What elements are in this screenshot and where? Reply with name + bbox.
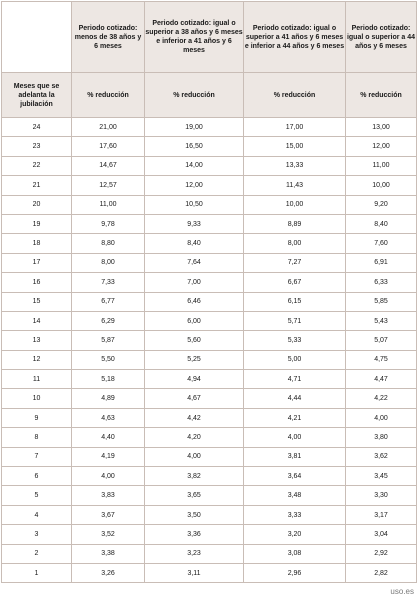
months-cell: 18: [2, 234, 72, 253]
months-cell: 5: [2, 486, 72, 505]
reduction-cell: 2,82: [346, 563, 417, 582]
reduction-cell: 8,40: [145, 234, 244, 253]
reduction-cell: 4,22: [346, 389, 417, 408]
reduction-cell: 11,00: [72, 195, 145, 214]
reduction-cell: 5,18: [72, 370, 145, 389]
reduction-cell: 3,36: [145, 525, 244, 544]
reduction-cell: 6,91: [346, 253, 417, 272]
reduction-cell: 11,43: [244, 176, 346, 195]
reduction-cell: 8,80: [72, 234, 145, 253]
period-header-1: Periodo cotizado: menos de 38 años y 6 meses: [72, 2, 145, 73]
reduction-cell: 8,89: [244, 214, 346, 233]
reduction-cell: 5,71: [244, 311, 346, 330]
reduction-cell: 6,46: [145, 292, 244, 311]
table-row: [2, 408, 417, 427]
reduction-cell: 16,50: [145, 137, 244, 156]
reduction-cell: 4,00: [145, 447, 244, 466]
table-row: [2, 544, 417, 563]
reduction-cell: 4,63: [72, 408, 145, 427]
reduction-cell: 6,29: [72, 311, 145, 330]
reduction-cell: 3,23: [145, 544, 244, 563]
reduction-cell: 3,50: [145, 505, 244, 524]
reduction-cell: 6,15: [244, 292, 346, 311]
reduction-cell: 6,33: [346, 273, 417, 292]
reduction-cell: 3,67: [72, 505, 145, 524]
reduction-cell: 3,81: [244, 447, 346, 466]
months-cell: 6: [2, 467, 72, 486]
months-cell: 19: [2, 214, 72, 233]
reduction-cell: 9,78: [72, 214, 145, 233]
table-row: [2, 156, 417, 175]
table-row: [2, 389, 417, 408]
reduction-cell: 4,42: [145, 408, 244, 427]
corner-cell: [2, 2, 72, 73]
reduction-cell: 5,85: [346, 292, 417, 311]
reduction-cell: 11,00: [346, 156, 417, 175]
reduction-cell: 3,17: [346, 505, 417, 524]
table-row: [2, 214, 417, 233]
reduction-cell: 4,00: [346, 408, 417, 427]
reduction-cell: 9,33: [145, 214, 244, 233]
months-header: Meses que se adelanta la jubilación: [2, 73, 72, 118]
reduction-cell: 8,00: [244, 234, 346, 253]
reduction-cell: 3,62: [346, 447, 417, 466]
months-cell: 12: [2, 350, 72, 369]
period-header-3: Periodo cotizado: igual o superior a 41 años y 6 meses e inferior a 44 años y 6 meses: [244, 2, 346, 73]
reduction-cell: 3,48: [244, 486, 346, 505]
reduction-cell: 4,00: [244, 428, 346, 447]
table-row: [2, 118, 417, 137]
reduction-cell: 4,40: [72, 428, 145, 447]
reduction-cell: 4,94: [145, 370, 244, 389]
table-row: [2, 311, 417, 330]
table-row: [2, 292, 417, 311]
reduction-cell: 3,30: [346, 486, 417, 505]
watermark: uso.es: [390, 587, 414, 596]
reduction-cell: 5,43: [346, 311, 417, 330]
reduction-cell: 21,00: [72, 118, 145, 137]
months-cell: 2: [2, 544, 72, 563]
months-cell: 15: [2, 292, 72, 311]
months-cell: 24: [2, 118, 72, 137]
reduction-cell: 4,44: [244, 389, 346, 408]
reduction-cell: 5,33: [244, 331, 346, 350]
reduction-cell: 3,52: [72, 525, 145, 544]
table-row: [2, 525, 417, 544]
table-row: [2, 176, 417, 195]
months-cell: 22: [2, 156, 72, 175]
table-body: [2, 118, 417, 583]
reduction-cell: 3,11: [145, 563, 244, 582]
reduction-header-4: % reducción: [346, 73, 417, 118]
table-row: [2, 447, 417, 466]
table-row: [2, 486, 417, 505]
reduction-cell: 14,00: [145, 156, 244, 175]
months-cell: 4: [2, 505, 72, 524]
reduction-cell: 13,33: [244, 156, 346, 175]
reduction-cell: 5,00: [244, 350, 346, 369]
period-header-2: Periodo cotizado: igual o superior a 38 años y 6 meses e inferior a 41 años y 6 meses: [145, 2, 244, 73]
months-cell: 17: [2, 253, 72, 272]
reduction-cell: 4,47: [346, 370, 417, 389]
months-cell: 9: [2, 408, 72, 427]
reduction-cell: 3,45: [346, 467, 417, 486]
table-row: [2, 234, 417, 253]
reduction-cell: 4,20: [145, 428, 244, 447]
reduction-cell: 17,60: [72, 137, 145, 156]
reduction-header-2: % reducción: [145, 73, 244, 118]
table-row: [2, 370, 417, 389]
reduction-cell: 10,00: [346, 176, 417, 195]
table-row: [2, 331, 417, 350]
reduction-cell: 14,67: [72, 156, 145, 175]
reduction-cell: 4,89: [72, 389, 145, 408]
months-cell: 14: [2, 311, 72, 330]
months-cell: 1: [2, 563, 72, 582]
table-row: [2, 563, 417, 582]
reduction-cell: 5,07: [346, 331, 417, 350]
table-row: [2, 137, 417, 156]
reduction-cell: 3,33: [244, 505, 346, 524]
table-row: [2, 350, 417, 369]
reduction-cell: 6,67: [244, 273, 346, 292]
months-cell: 21: [2, 176, 72, 195]
period-header-row: [2, 2, 417, 73]
reduction-cell: 4,21: [244, 408, 346, 427]
reduction-cell: 4,75: [346, 350, 417, 369]
reduction-cell: 3,38: [72, 544, 145, 563]
reduction-cell: 3,08: [244, 544, 346, 563]
table-row: [2, 273, 417, 292]
reduction-cell: 13,00: [346, 118, 417, 137]
table-row: [2, 428, 417, 447]
reduction-cell: 8,40: [346, 214, 417, 233]
reduction-cell: 3,80: [346, 428, 417, 447]
reduction-cell: 12,00: [145, 176, 244, 195]
reduction-cell: 3,26: [72, 563, 145, 582]
reduction-cell: 3,20: [244, 525, 346, 544]
reduction-cell: 6,00: [145, 311, 244, 330]
reduction-cell: 5,50: [72, 350, 145, 369]
reduction-cell: 2,92: [346, 544, 417, 563]
reduction-cell: 4,71: [244, 370, 346, 389]
period-header-4: Periodo cotizado: igual o superior a 44 años y 6 meses: [346, 2, 417, 73]
table-row: [2, 253, 417, 272]
reduction-cell: 10,00: [244, 195, 346, 214]
months-cell: 23: [2, 137, 72, 156]
reduction-cell: 7,00: [145, 273, 244, 292]
months-cell: 3: [2, 525, 72, 544]
reduction-cell: 6,77: [72, 292, 145, 311]
reduction-cell: 3,65: [145, 486, 244, 505]
months-cell: 8: [2, 428, 72, 447]
reduction-cell: 4,67: [145, 389, 244, 408]
reduction-cell: 19,00: [145, 118, 244, 137]
reduction-cell: 3,64: [244, 467, 346, 486]
reduction-cell: 15,00: [244, 137, 346, 156]
reduction-cell: 12,57: [72, 176, 145, 195]
reduction-cell: 17,00: [244, 118, 346, 137]
reduction-cell: 7,60: [346, 234, 417, 253]
months-cell: 11: [2, 370, 72, 389]
reduction-cell: 2,96: [244, 563, 346, 582]
reduction-cell: 3,83: [72, 486, 145, 505]
months-cell: 16: [2, 273, 72, 292]
table-row: [2, 505, 417, 524]
reduction-cell: 7,33: [72, 273, 145, 292]
reduction-cell: 8,00: [72, 253, 145, 272]
reduction-cell: 3,04: [346, 525, 417, 544]
reduction-cell: 10,50: [145, 195, 244, 214]
reduction-cell: 3,82: [145, 467, 244, 486]
table-row: [2, 467, 417, 486]
reduction-cell: 4,00: [72, 467, 145, 486]
reduction-cell: 12,00: [346, 137, 417, 156]
reduction-cell: 4,19: [72, 447, 145, 466]
reduction-cell: 7,64: [145, 253, 244, 272]
months-cell: 20: [2, 195, 72, 214]
subheader-row: [2, 73, 417, 118]
months-cell: 10: [2, 389, 72, 408]
reduction-cell: 5,87: [72, 331, 145, 350]
reduction-cell: 5,25: [145, 350, 244, 369]
reduction-cell: 7,27: [244, 253, 346, 272]
reduction-header-1: % reducción: [72, 73, 145, 118]
months-cell: 7: [2, 447, 72, 466]
reduction-header-3: % reducción: [244, 73, 346, 118]
months-cell: 13: [2, 331, 72, 350]
reduction-cell: 5,60: [145, 331, 244, 350]
table-row: [2, 195, 417, 214]
reduction-table: [1, 1, 417, 583]
reduction-cell: 9,20: [346, 195, 417, 214]
